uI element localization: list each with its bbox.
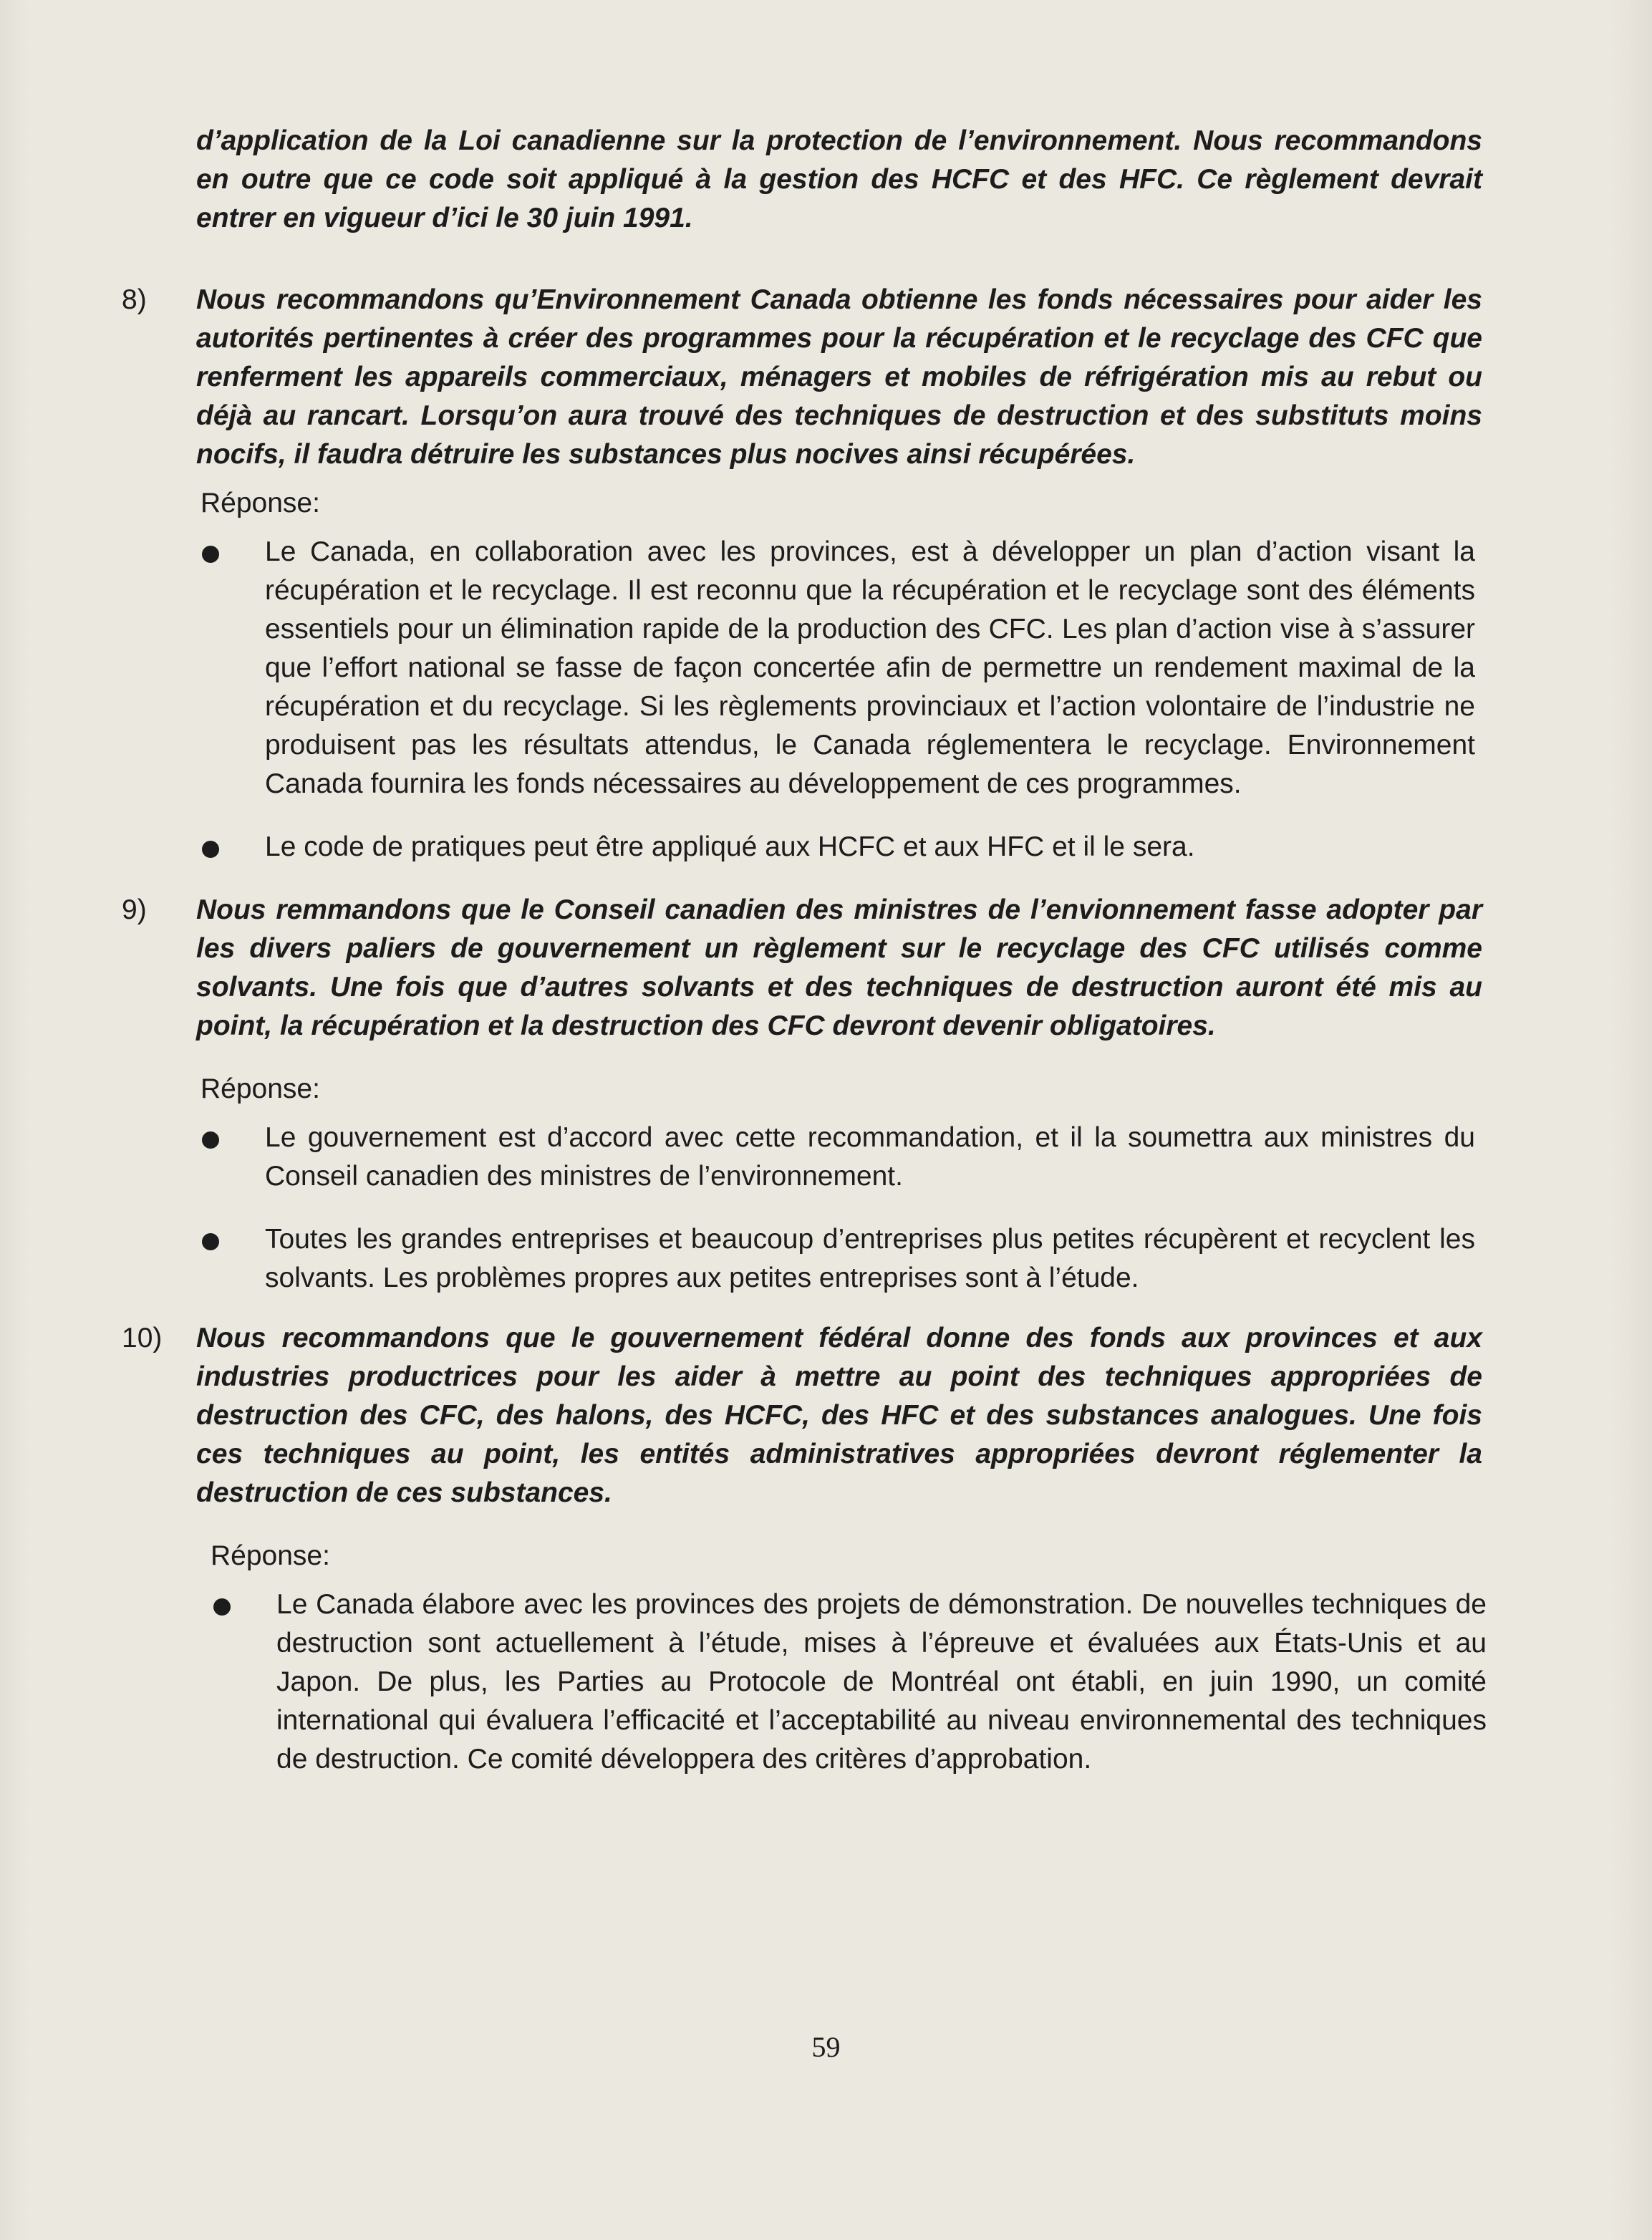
bullet-icon — [202, 841, 219, 858]
bullet-text: Le Canada, en collaboration avec les provinces, est à développer un plan d’action visant la récupération et le recyclage. Il est reconnu que la récupération et le recyclage sont des éléments essentiels pour un élimination rapide de la production des CFC. Les plan d’action vise à s’assurer que l’effort national se fasse de façon concertée afin de permettre un rendement maximal de la récupération et du recyclage. Si les règlements provinciaux et l’action volontaire de l’industrie ne produisent pas les résultats attendus, le Canada réglementera le recyclage. Environnement Canada fournira les fonds nécessaires au développement de ces programmes. — [265, 536, 1475, 799]
recommendation-10 — [122, 1319, 1497, 1512]
bullet-icon — [202, 1233, 219, 1250]
response-bullet — [122, 1220, 1497, 1298]
recommendation-number: 9) — [122, 894, 147, 925]
recommendation-text: Nous recommandons que le gouvernement fédéral donne des fonds aux provinces et aux industries productrices pour les aider à mettre au point des techniques appropriées de destruction des CFC, des halons, des HCFC, des HFC et des substances analogues. Une fois ces techniques au point, les entités administratives appropriées devront réglementer la destruction de ces substances. — [196, 1323, 1482, 1508]
response-bullet — [122, 828, 1497, 866]
bullet-icon — [213, 1598, 231, 1616]
response-bullet — [122, 1585, 1497, 1779]
recommendation-9 — [122, 891, 1497, 1046]
document-page — [122, 122, 1497, 1779]
bullet-icon — [202, 1131, 219, 1149]
bullet-text: Le code de pratiques peut être appliqué aux HCFC et aux HFC et il le sera. — [265, 831, 1195, 862]
response-bullet — [122, 1119, 1497, 1196]
bullet-icon — [202, 546, 219, 563]
recommendation-number: 10) — [122, 1323, 163, 1353]
bullet-text: Le Canada élabore avec les provinces des projets de démonstration. De nouvelles techniques de destruction sont actuellement à l’étude, mises à l’épreuve et évaluées aux États-Unis et au Japon. De plus, les Parties au Protocole de Montréal ont établi, en juin 1990, un comité international qui évaluera l’efficacité et l’acceptabilité au niveau environnemental des techniques de destruction. Ce comité développera des critères d’approbation. — [276, 1589, 1487, 1775]
recommendation-text: Nous remmandons que le Conseil canadien des ministres de l’envionnement fasse adopter par les divers paliers de gouvernement un règlement sur le recyclage des CFC utilisés comme solvants. Une fois que d’autres solvants et des techniques de destruction auront été mis au point, la récupération et la destruction des CFC devront devenir obligatoires. — [196, 894, 1482, 1041]
recommendation-8 — [122, 281, 1497, 474]
bullet-text: Le gouvernement est d’accord avec cette recommandation, et il la soumettra aux ministres du Conseil canadien des ministres de l’environnement. — [265, 1122, 1475, 1192]
response-label: Réponse: — [211, 1540, 330, 1571]
response-label: Réponse: — [201, 1073, 320, 1104]
recommendation-number: 8) — [122, 284, 147, 315]
page-number: 59 — [811, 2031, 841, 2063]
intro-paragraph: d’application de la Loi canadienne sur la protection de l’environnement. Nous recommandons en outre que ce code soit appliqué à la gestion des HCFC et des HFC. Ce règlement devrait entrer en vigueur d’ici le 30 juin 1991. — [196, 125, 1482, 233]
recommendation-text: Nous recommandons qu’Environnement Canada obtienne les fonds nécessaires pour aider les autorités pertinentes à créer des programmes pour la récupération et le recyclage des CFC que renferment les appareils commerciaux, ménagers et mobiles de réfrigération mis au rebut ou déjà au rancart. Lorsqu’on aura trouvé des techniques de destruction et des substituts moins nocifs, il faudra détruire les substances plus nocives ainsi récupérées. — [196, 284, 1482, 470]
response-label: Réponse: — [201, 488, 320, 518]
response-bullet — [122, 533, 1497, 803]
bullet-text: Toutes les grandes entreprises et beaucoup d’entreprises plus petites récupèrent et recyclent les solvants. Les problèmes propres aux petites entreprises sont à l’étude. — [265, 1224, 1475, 1293]
